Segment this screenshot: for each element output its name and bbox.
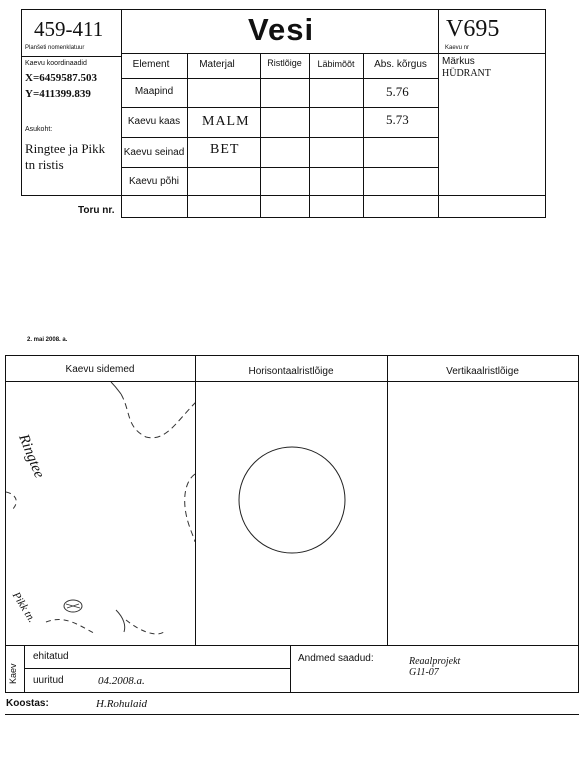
horizontal-section-drawing xyxy=(196,382,387,645)
address-line-1: Ringtee ja Pikk xyxy=(25,141,106,156)
col-diameter-header: Läbimõõt xyxy=(317,59,355,69)
col-abs-height-header: Abs. kõrgus xyxy=(374,59,427,70)
col-connections-header: Kaevu sidemed xyxy=(65,364,135,375)
built-label: ehitatud xyxy=(33,651,69,662)
coordinates-label: Kaevu koordinaadid xyxy=(25,60,87,67)
surveyed-value: 04.2008.a. xyxy=(98,675,145,687)
street-label-pikk: Pikk tn. xyxy=(9,590,38,625)
row-element-label: Kaevu põhi xyxy=(128,176,180,187)
col-cross-section-header: Ristlõige xyxy=(267,58,302,68)
surveyed-label: uuritud xyxy=(33,675,64,686)
remarks-label: Märkus xyxy=(442,56,475,67)
col-vertical-section-header: Vertikaalristlõige xyxy=(446,366,519,377)
row-material: BET xyxy=(210,142,240,157)
street-label-ringtee: Ringtee xyxy=(15,432,48,481)
well-number: V695 xyxy=(446,16,500,42)
col-element-header: Element xyxy=(132,59,170,70)
author-value: H.Rohulaid xyxy=(96,698,148,710)
data-source-label: Andmed saadud: xyxy=(298,653,374,664)
data-source-line-1: Reaalprojekt xyxy=(409,656,461,667)
remarks-value: HÜDRANT xyxy=(442,68,491,79)
connections-sketch xyxy=(6,382,195,645)
row-element-label: Maapind xyxy=(134,86,174,97)
coordinate-x: X=6459587.503 xyxy=(25,72,97,84)
date-stamp: 2. mai 2008. a. xyxy=(27,337,68,343)
data-source-line-2: G11-07 xyxy=(409,667,439,678)
pipe-number-label: Toru nr. xyxy=(78,205,115,216)
author-label: Koostas: xyxy=(6,698,49,709)
nomenclature-number: 459-411 xyxy=(34,17,104,41)
row-abs-height: 5.76 xyxy=(386,84,409,99)
address-line-2: tn ristis xyxy=(25,157,64,172)
col-material-header: Materjal xyxy=(199,59,235,70)
document-title: Vesi xyxy=(248,12,315,47)
row-element-label: Kaevu seinad xyxy=(123,147,185,158)
coordinate-y: Y=411399.839 xyxy=(25,88,91,100)
row-element-label: Kaevu kaas xyxy=(127,116,181,127)
well-side-label: Kaev xyxy=(8,663,18,684)
nomenclature-label: Planšeti nomenklatuur xyxy=(25,45,85,51)
row-abs-height: 5.73 xyxy=(386,112,409,127)
address-label: Asukoht: xyxy=(25,126,53,133)
hydrant-symbol xyxy=(64,600,82,612)
row-material: MALM xyxy=(202,114,250,129)
col-horizontal-section-header: Horisontaalristlõige xyxy=(248,366,334,377)
well-number-label: Kaevu nr xyxy=(445,45,470,51)
